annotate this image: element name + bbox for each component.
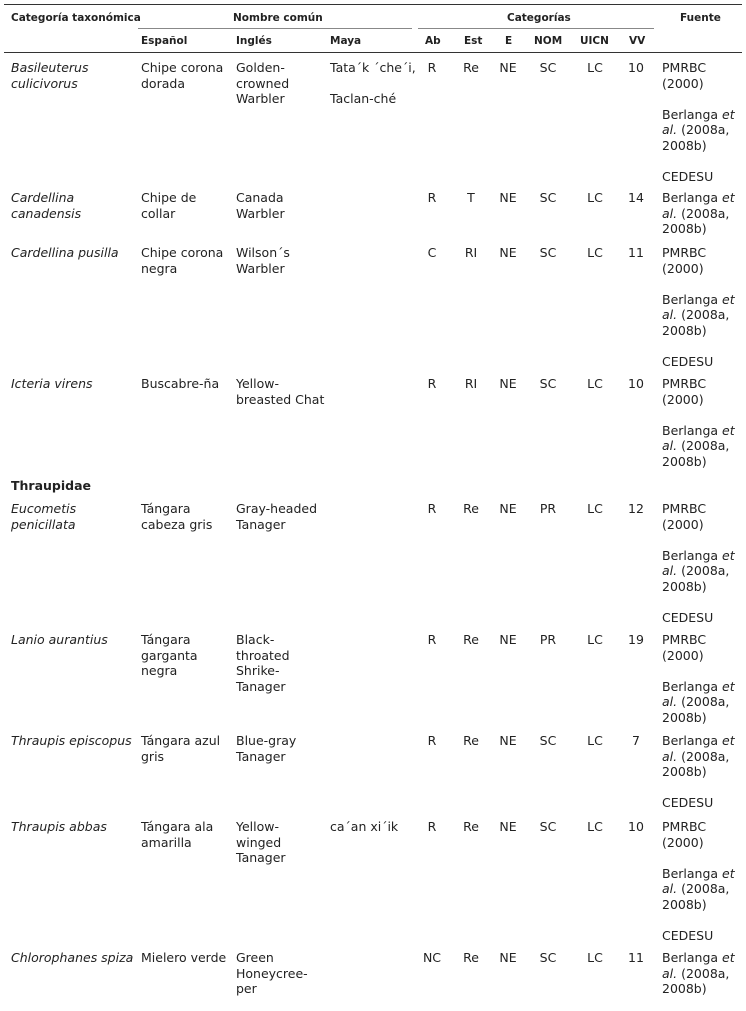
categories-underline	[418, 28, 654, 29]
source-line: al. (2008a,	[662, 122, 730, 137]
category-ab: C	[427, 245, 437, 260]
category-nom: SC	[539, 376, 557, 391]
source-line: al. (2008a,	[662, 694, 730, 709]
species-english-name: Tanager	[236, 516, 286, 532]
category-est: Re	[463, 632, 479, 647]
species-english-name: Golden-	[236, 60, 285, 75]
species-english-name: Yellow-	[236, 376, 279, 391]
source-line: 2008b)	[662, 896, 707, 912]
source-line: 2008b)	[662, 578, 707, 594]
category-uicn: LC	[587, 733, 603, 748]
category-vv: 10	[628, 376, 644, 391]
category-est: Re	[463, 501, 479, 516]
species-scientific-name: Thraupis episcopus	[11, 733, 132, 748]
source-line: Berlanga et	[662, 733, 735, 748]
category-est: RI	[464, 245, 478, 260]
source-line: (2000)	[662, 516, 704, 532]
species-english-name: Blue-gray	[236, 733, 297, 748]
species-spanish-name: amarilla	[141, 834, 192, 850]
species-scientific-name: culicivorus	[11, 75, 78, 91]
source-line: PMRBC	[662, 60, 707, 75]
source-line: al. (2008a,	[662, 965, 730, 981]
species-spanish-name: Tángara	[141, 501, 191, 516]
category-vv: 14	[628, 190, 644, 205]
species-english-name: Canada	[236, 190, 284, 205]
species-scientific-name: penicillata	[11, 516, 76, 532]
species-scientific-name: Eucometis	[11, 501, 77, 516]
category-ab: R	[427, 501, 437, 516]
source-line: al. (2008a,	[662, 307, 730, 322]
source-line: al. (2008a,	[662, 205, 730, 221]
species-spanish-name: Tángara	[141, 632, 191, 647]
source-line: Berlanga et	[662, 190, 735, 205]
species-scientific-name: canadensis	[11, 205, 82, 221]
category-vv: 11	[628, 950, 644, 965]
category-est: T	[467, 190, 475, 205]
species-english-name: Tanager	[236, 850, 286, 865]
species-spanish-name: cabeza gris	[141, 516, 213, 532]
source-line: CEDESU	[662, 609, 714, 625]
category-nom: SC	[539, 733, 557, 748]
source-line: (2000)	[662, 647, 704, 663]
species-scientific-name: Basileuterus	[11, 60, 89, 75]
category-e: NE	[499, 950, 517, 965]
category-e: NE	[499, 501, 517, 516]
category-uicn: LC	[587, 819, 603, 834]
source-line: 2008b)	[662, 322, 707, 338]
subheader-maya: Maya	[330, 35, 362, 47]
common-underline	[138, 28, 412, 29]
species-spanish-name: negra	[141, 260, 178, 276]
category-e: NE	[499, 819, 517, 834]
category-nom: SC	[539, 60, 557, 75]
species-spanish-name: Tángara ala	[141, 819, 214, 834]
species-spanish-name: Chipe corona	[141, 60, 224, 75]
source-line: PMRBC	[662, 819, 707, 834]
source-line: (2000)	[662, 260, 704, 276]
category-e: NE	[499, 632, 517, 647]
category-e: NE	[499, 376, 517, 391]
category-uicn: LC	[587, 501, 603, 516]
species-spanish-name: negra	[141, 663, 178, 678]
category-nom: SC	[539, 950, 557, 965]
source-line: PMRBC	[662, 632, 707, 647]
source-line: Berlanga et	[662, 106, 735, 122]
species-scientific-name: Chlorophanes spiza	[11, 950, 134, 965]
source-line: 2008b)	[662, 137, 707, 153]
category-vv: 10	[628, 60, 644, 75]
subheader-vv: VV	[629, 35, 646, 47]
header-taxon: Categoría taxonómica	[11, 12, 141, 24]
category-ab: NC	[422, 950, 442, 965]
source-line: al. (2008a,	[662, 748, 730, 764]
category-ab: R	[427, 819, 437, 834]
category-nom: SC	[539, 819, 557, 834]
species-english-name: Yellow-	[236, 819, 279, 834]
subheader-rule	[4, 52, 742, 53]
header-source: Fuente	[680, 12, 721, 24]
source-line: 2008b)	[662, 764, 707, 779]
source-line: 2008b)	[662, 453, 707, 469]
species-english-name: Warbler	[236, 91, 285, 106]
family-label: Thraupidae	[11, 478, 92, 493]
category-e: NE	[499, 733, 517, 748]
category-ab: R	[427, 190, 437, 205]
category-e: NE	[499, 190, 517, 205]
source-line: PMRBC	[662, 376, 707, 391]
species-spanish-name: Chipe corona	[141, 245, 224, 260]
category-uicn: LC	[587, 376, 603, 391]
species-scientific-name: Icteria virens	[11, 376, 93, 391]
category-est: Re	[463, 819, 479, 834]
source-line: CEDESU	[662, 795, 714, 810]
species-english-name: Black-	[236, 632, 275, 647]
category-uicn: LC	[587, 632, 603, 647]
category-est: Re	[463, 950, 479, 965]
top-rule	[4, 4, 742, 5]
category-uicn: LC	[587, 245, 603, 260]
source-line: PMRBC	[662, 245, 707, 260]
species-maya-name: Taclan-ché	[330, 91, 397, 106]
subheader-ab: Ab	[425, 35, 441, 47]
category-e: NE	[499, 60, 517, 75]
species-spanish-name: garganta	[141, 647, 198, 663]
source-line: al. (2008a,	[662, 438, 730, 453]
source-line: Berlanga et	[662, 547, 735, 563]
species-spanish-name: Buscabre-ña	[141, 376, 220, 391]
category-uicn: LC	[587, 190, 603, 205]
category-ab: R	[427, 632, 437, 647]
source-line: CEDESU	[662, 168, 714, 184]
species-scientific-name: Lanio aurantius	[11, 632, 108, 647]
species-english-name: Warbler	[236, 260, 285, 276]
species-spanish-name: dorada	[141, 75, 185, 91]
category-nom: SC	[539, 245, 557, 260]
category-vv: 10	[628, 819, 644, 834]
species-english-name: Honeycree-	[236, 965, 308, 981]
species-maya-name: ca´an xi´ik	[330, 819, 399, 834]
subheader-est: Est	[464, 35, 483, 47]
species-spanish-name: Mielero verde	[141, 950, 227, 965]
subheader-english: Inglés	[236, 35, 272, 47]
source-line: Berlanga et	[662, 422, 735, 438]
category-vv: 19	[628, 632, 644, 647]
subheader-nom: NOM	[534, 35, 563, 47]
category-nom: PR	[539, 632, 557, 647]
source-line: CEDESU	[662, 927, 714, 943]
category-ab: R	[427, 733, 437, 748]
category-vv: 11	[628, 245, 644, 260]
source-line: Berlanga et	[662, 678, 735, 694]
category-nom: SC	[539, 190, 557, 205]
category-est: RI	[464, 376, 478, 391]
category-ab: R	[427, 60, 437, 75]
species-english-name: per	[236, 981, 257, 996]
subheader-uicn: UICN	[580, 35, 609, 47]
source-line: 2008b)	[662, 981, 707, 996]
species-scientific-name: Cardellina	[11, 190, 75, 205]
category-est: Re	[463, 60, 479, 75]
species-english-name: Tanager	[236, 678, 286, 694]
subheader-spanish: Español	[141, 35, 188, 47]
species-scientific-name: Cardellina pusilla	[11, 245, 119, 260]
species-english-name: Shrike-	[236, 663, 280, 678]
category-vv: 7	[632, 733, 640, 748]
species-spanish-name: Chipe de	[141, 190, 197, 205]
species-scientific-name: Thraupis abbas	[11, 819, 107, 834]
source-line: Berlanga et	[662, 950, 735, 965]
header-categories: Categorías	[507, 12, 571, 24]
species-english-name: Wilson´s	[236, 245, 290, 260]
category-vv: 12	[628, 501, 644, 516]
category-uicn: LC	[587, 950, 603, 965]
species-english-name: throated	[236, 647, 290, 663]
source-line: Berlanga et	[662, 291, 735, 307]
category-e: NE	[499, 245, 517, 260]
category-nom: PR	[539, 501, 557, 516]
species-english-name: Gray-headed	[236, 501, 318, 516]
species-english-name: breasted Chat	[236, 391, 325, 407]
source-line: (2000)	[662, 834, 704, 850]
source-line: Berlanga et	[662, 865, 735, 881]
source-line: (2000)	[662, 75, 704, 91]
source-line: 2008b)	[662, 221, 707, 236]
source-line: CEDESU	[662, 353, 714, 369]
species-spanish-name: Tángara azul	[141, 733, 221, 748]
species-english-name: Green	[236, 950, 274, 965]
source-line: PMRBC	[662, 501, 707, 516]
source-line: (2000)	[662, 391, 704, 407]
subheader-e: E	[505, 35, 513, 47]
header-common-name: Nombre común	[233, 12, 323, 24]
species-maya-name: Tata´k ´che´i,	[330, 60, 416, 75]
source-line: al. (2008a,	[662, 881, 730, 896]
source-line: 2008b)	[662, 709, 707, 725]
source-line: al. (2008a,	[662, 563, 730, 578]
species-english-name: winged	[236, 834, 282, 850]
category-uicn: LC	[587, 60, 603, 75]
species-spanish-name: collar	[141, 205, 176, 221]
species-english-name: Warbler	[236, 205, 285, 221]
species-english-name: crowned	[236, 75, 290, 91]
species-english-name: Tanager	[236, 748, 286, 764]
species-spanish-name: gris	[141, 748, 165, 764]
category-est: Re	[463, 733, 479, 748]
category-ab: R	[427, 376, 437, 391]
